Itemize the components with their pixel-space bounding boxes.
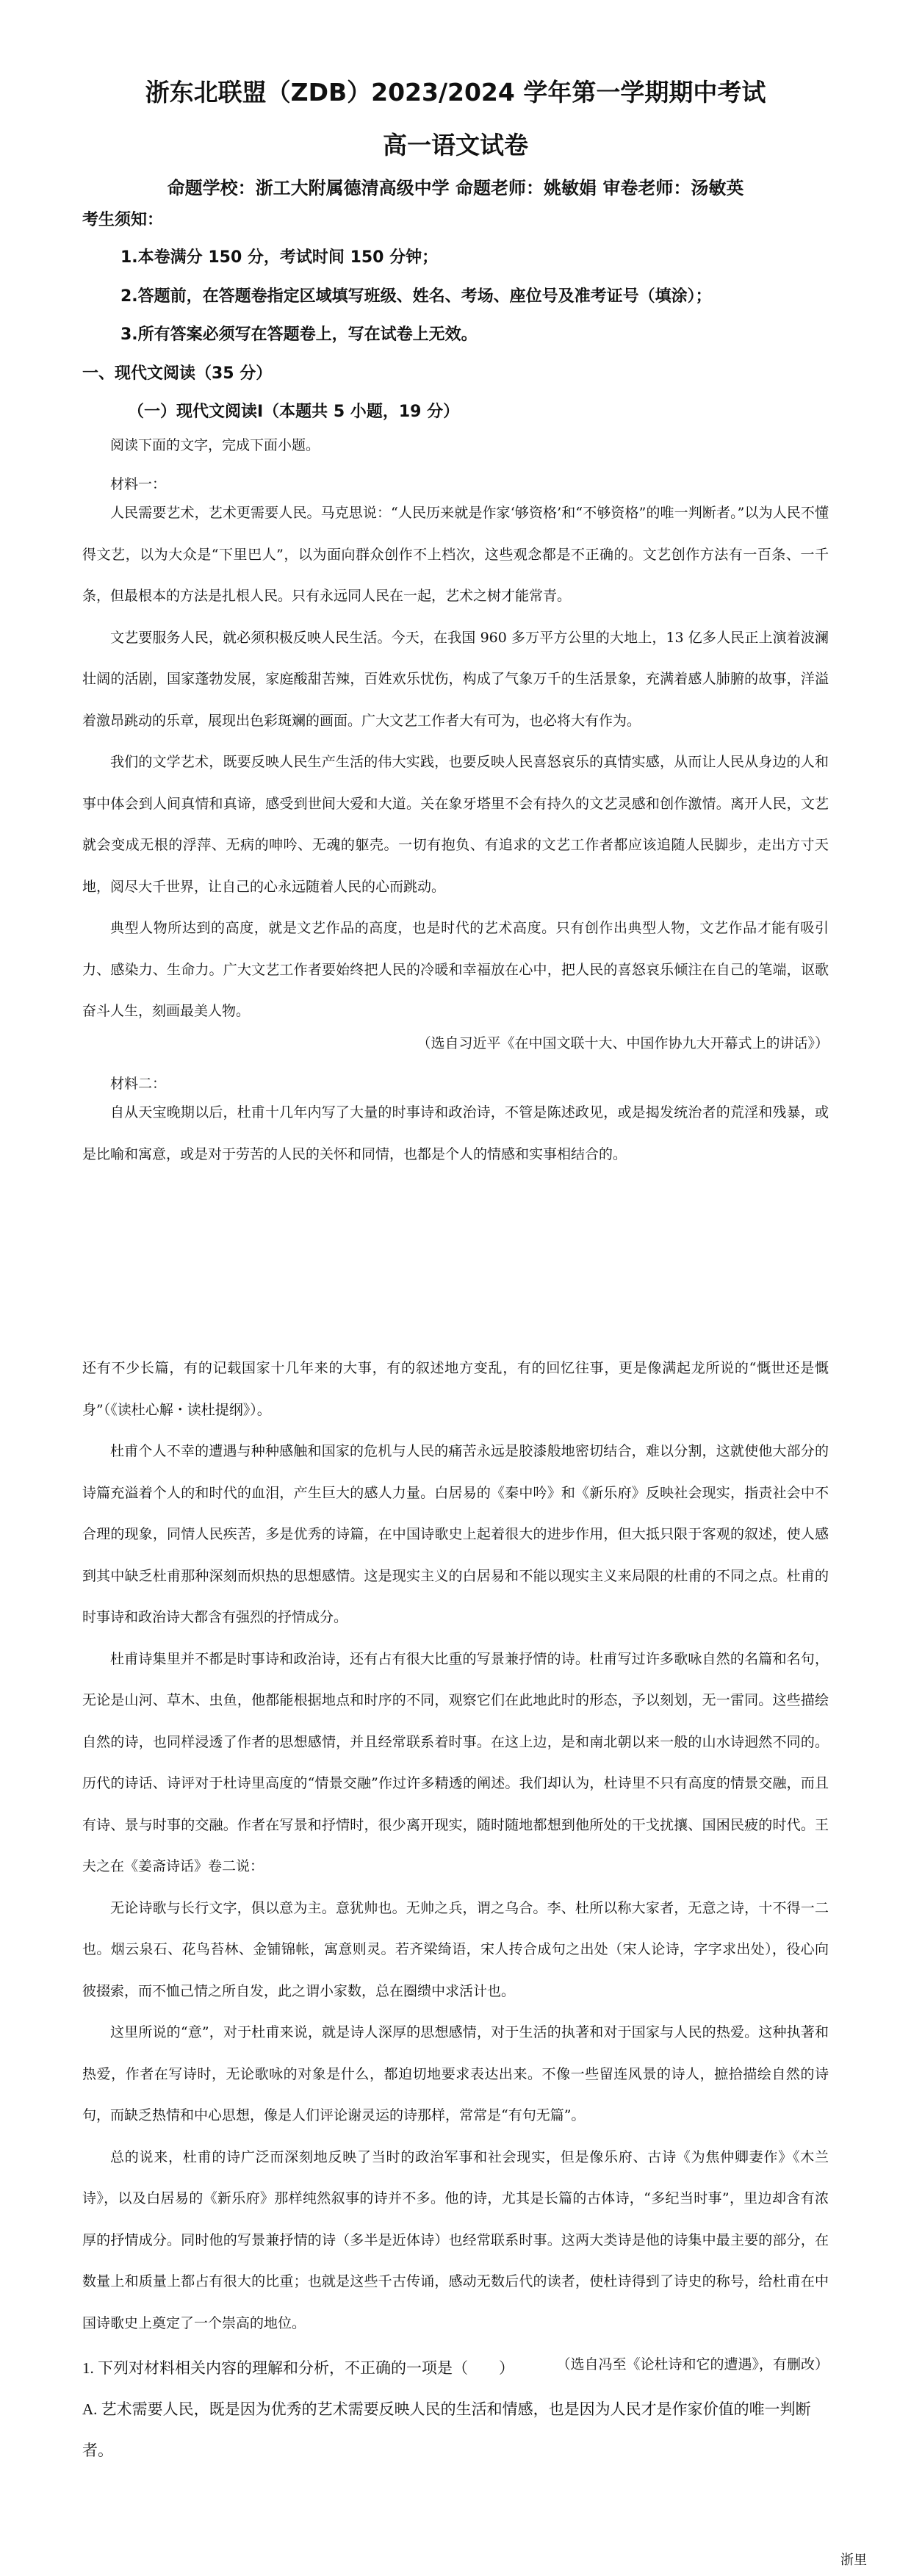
material1-paragraph: 文艺要服务人民，就必须积极反映人民生活。今天，在我国 960 多万平方公里的大地上，13 亿多人民正上演着波澜壮阔的活剧，国家蓬勃发展，家庭酸甜苦辣，百姓欢乐忧伤，构成了气象万千的生活景象，充满着感人肺腑的故事，洋溢着激昂跳动的乐章，展现出色彩斑斓的画面。广大文艺工作者大有可为，也必将大有作为。	[82, 629, 829, 729]
question-1	[82, 2347, 829, 2471]
material1-paragraph: 人民需要艺术，艺术更需要人民。马克思说：“人民历来就是作家‘够资格’和“不够资格”的唯一判断者。”以为人民不懂得文艺，以为大众是“下里巴人”，以为面向群众创作不上档次，这些观念都是不正确的。文艺创作方法有一百条、一千条，但最根本的方法是扎根人民。只有永远同人民在一起，艺术之树才能常青。	[82, 505, 829, 604]
material2-paragraph: 还有不少长篇，有的记载国家十几年来的大事，有的叙述地方变乱，有的回忆往事，更是像满起龙所说的“慨世还是慨身”（《读杜心解・读杜提纲》）。	[82, 1360, 829, 1418]
material2-quote: 无论诗歌与长行文字，俱以意为主。意犹帅也。无帅之兵，谓之乌合。李、杜所以称大家者，无意之诗，十不得一二也。烟云泉石、花鸟苔林、金铺锦帐，寓意则灵。若齐梁绮语，宋人抟合成句之出处（宋人论诗，字字求出处），役心向彼掇索，而不恤己情之所自发，此之谓小家数，总在圈缋中求活计也。	[82, 1899, 829, 1999]
material1-paragraph: 我们的文学艺术，既要反映人民生产生活的伟大实践，也要反映人民喜怒哀乐的真情实感，从而让人民从身边的人和事中体会到人间真情和真谛，感受到世间大爱和大道。关在象牙塔里不会有持久的文艺灵感和创作激情。离开人民，文艺就会变成无根的浮萍、无病的呻吟、无魂的躯壳。一切有抱负、有追求的文艺工作者都应该追随人民脚步，走出方寸天地，阅尽大千世界，让自己的心永远随着人民的心而跳动。	[82, 754, 829, 895]
section-subheading: （一）现代文阅读Ⅰ（本题共 5 小题，19 分）	[128, 403, 460, 421]
notice-item-1: 1.本卷满分 150 分，考试时间 150 分钟；	[120, 248, 439, 267]
exam-subtitle: 高一语文试卷	[383, 131, 528, 159]
material2-paragraph: 杜甫个人不幸的遭遇与种种感触和国家的危机与人民的痛苦永远是胶漆般地密切结合，难以分割，这就使他大部分的诗篇充溢着个人的和时代的血泪，产生巨大的感人力量。白居易的《秦中吟》和《新乐府》反映社会现实，指责社会中不合理的现象，同情人民疾苦，多是优秀的诗篇，在中国诗歌史上起着很大的进步作用，但大抵只限于客观的叙述，使人感到其中缺乏杜甫那种深刻而炽热的思想感情。这是现实主义的白居易和不能以现实主义来局限的杜甫的不同之点。杜甫的时事诗和政治诗大都含有强烈的抒情成分。	[82, 1443, 829, 1625]
material2-intro	[82, 1092, 829, 1175]
material1-body	[82, 492, 829, 1032]
material2-paragraph: 杜甫诗集里并不都是时事诗和政治诗，还有占有很大比重的写景兼抒情的诗。杜甫写过许多歌咏自然的名篇和名句，无论是山河、草木、虫鱼，他都能根据地点和时序的不同，观察它们在此地此时的形态，予以刻划，无一雷同。这些描绘自然的诗，也同样浸透了作者的思想感情，并且经常联系着时事。在这上边，是和南北朝以来一般的山水诗迥然不同的。历代的诗话、诗评对于杜诗里高度的“情景交融”作过许多精透的阐述。我们却认为，杜诗里不只有高度的情景交融，而且有诗、景与时事的交融。作者在写景和抒情时，很少离开现实，随时随地都想到他所处的干戈扰攘、国困民疲的时代。王夫之在《姜斋诗话》卷二说：	[82, 1650, 829, 1874]
material2-body	[82, 1348, 829, 2386]
page-footer: 浙里	[840, 2552, 867, 2568]
material2-label: 材料二：	[110, 1076, 167, 1092]
notice-heading: 考生须知：	[82, 211, 164, 229]
exam-title: 浙东北联盟（ZDB）2023/2024 学年第一学期期中考试	[145, 78, 766, 107]
material1-paragraph: 典型人物所达到的高度，就是文艺作品的高度，也是时代的艺术高度。只有创作出典型人物，文艺作品才能有吸引力、感染力、生命力。广大文艺工作者要始终把人民的冷暖和幸福放在心中，把人民的喜怒哀乐倾注在自己的笔端，讴歌奋斗人生，刻画最美人物。	[82, 920, 829, 1019]
notice-item-2: 2.答题前，在答题卷指定区域填写班级、姓名、考场、座位号及准考证号（填涂）；	[120, 287, 712, 306]
notice-item-3: 3.所有答案必须写在答题卷上，写在试卷上无效。	[120, 325, 478, 344]
instruction: 阅读下面的文字，完成下面小题。	[110, 437, 320, 453]
material2-paragraph: 总的说来，杜甫的诗广泛而深刻地反映了当时的政治军事和社会现实，但是像乐府、古诗《为焦仲卿妻作》《木兰诗》，以及白居易的《新乐府》那样纯然叙事的诗并不多。他的诗，尤其是长篇的古体诗，“多纪当时事”，里边却含有浓厚的抒情成分。同时他的写景兼抒情的诗（多半是近体诗）也经常联系时事。这两大类诗是他的诗集中最主要的部分，在数量上和质量上都占有很大的比重；也就是这些千古传诵，感动无数后代的读者，使杜诗得到了诗史的称号，给杜甫在中国诗歌史上奠定了一个崇高的地位。	[82, 2148, 829, 2331]
material1-label: 材料一：	[110, 476, 167, 492]
exam-meta: 命题学校：浙工大附属德清高级中学 命题老师：姚敏娟 审卷老师：汤敏英	[167, 178, 744, 198]
section-heading: 一、现代文阅读（35 分）	[82, 364, 273, 383]
question-option-a: A. 艺术需要人民，既是因为优秀的艺术需要反映人民的生活和情感，也是因为人民才是作家价值的唯一判断者。	[82, 2400, 811, 2459]
material2-source: （选自冯至《论杜诗和它的遭遇》，有删改）	[556, 2356, 829, 2372]
question-stem: 1. 下列对材料相关内容的理解和分析，不正确的一项是（ ）	[82, 2359, 514, 2377]
material2-intro-paragraph: 自从天宝晚期以后，杜甫十几年内写了大量的时事诗和政治诗，不管是陈述政见，或是揭发统治者的荒淫和残暴，或是比喻和寓意，或是对于劳苦的人民的关怀和同情，也都是个人的情感和实事相结合的。	[82, 1104, 829, 1162]
material2-paragraph: 这里所说的“意”，对于杜甫来说，就是诗人深厚的思想感情，对于生活的执著和对于国家与人民的热爱。这种执著和热爱，作者在写诗时，无论歌咏的对象是什么，都迫切地要求表达出来。不像一些留连风景的诗人，摭拾描绘自然的诗句，而缺乏热情和中心思想，像是人们评论谢灵运的诗那样，常常是“有句无篇”。	[82, 2024, 829, 2123]
material1-source: （选自习近平《在中国文联十大、中国作协九大开幕式上的讲话》）	[417, 1035, 829, 1051]
